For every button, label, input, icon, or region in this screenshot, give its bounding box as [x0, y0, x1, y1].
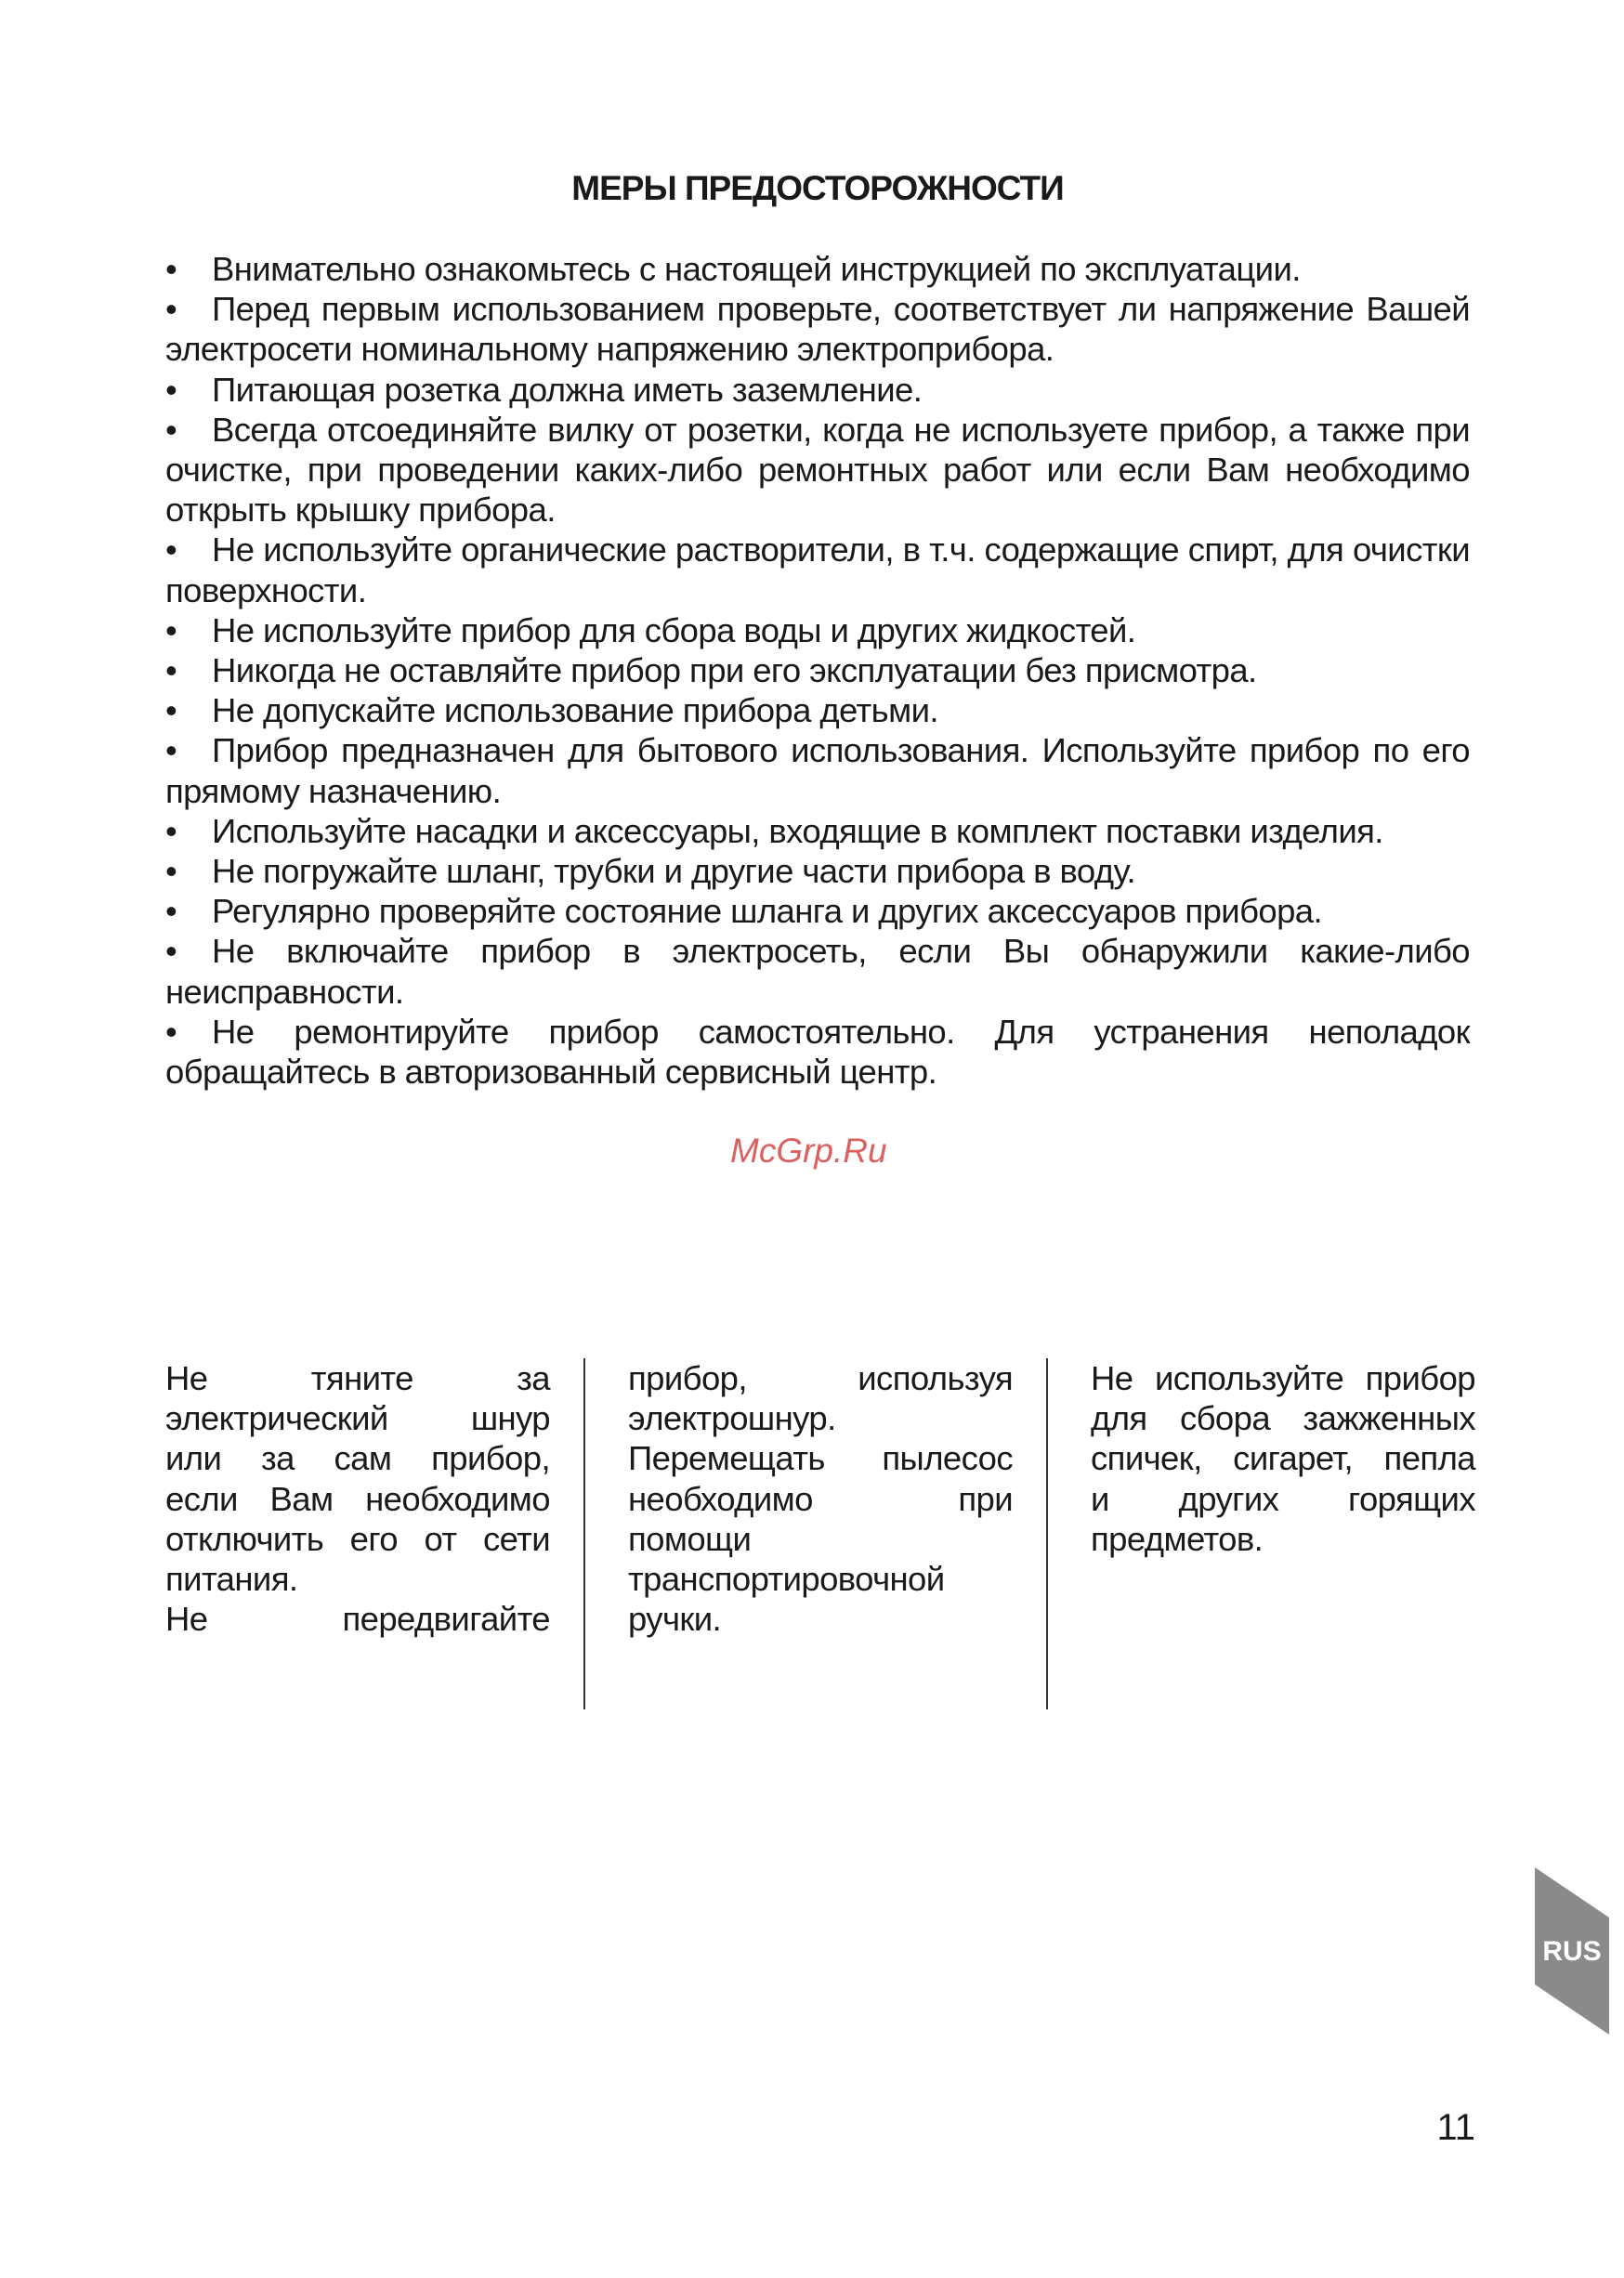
bullet-icon: •: [165, 250, 177, 288]
precautions-list: [165, 249, 1470, 1092]
bullet-icon: •: [165, 530, 177, 570]
bullet-icon: •: [165, 932, 177, 971]
list-item: • Не допускайте использование прибора детьми.: [165, 691, 938, 730]
column-line: транспортировочной: [628, 1560, 945, 1599]
column-divider: [1046, 1358, 1048, 1709]
watermark: McGrp.Ru: [730, 1132, 887, 1170]
column-line: питания.: [165, 1560, 298, 1599]
page-number: 11: [1436, 2107, 1475, 2148]
list-item: • Не используйте прибор для сбора воды и других жидкостей.: [165, 610, 1136, 649]
language-tab: [1535, 1867, 1609, 2035]
column-line: Не тяните за: [165, 1359, 550, 1397]
list-item: • Никогда не оставляйте прибор при его эксплуатации без присмотра.: [165, 651, 1257, 690]
column-line: помощи: [628, 1519, 752, 1558]
column-line: и других горящих: [1091, 1479, 1475, 1518]
column-line: Не используйте прибор: [1091, 1359, 1475, 1397]
list-item: • Не включайте прибор в электросеть, если Вы обнаружили какие-либо неисправности.: [165, 932, 1470, 1011]
list-item: • Регулярно проверяйте состояние шланга и других аксессуаров прибора.: [165, 892, 1323, 931]
warning-columns: [165, 1358, 1475, 1709]
column-line: прибор, используя: [628, 1359, 1013, 1397]
column-line: предметов.: [1091, 1519, 1264, 1558]
column-line: спичек, сигарет, пепла: [1091, 1439, 1475, 1478]
list-item: • Не используйте органические растворители, в т.ч. содержащие спирт, для очистки поверхности.: [165, 530, 1470, 609]
bullet-icon: •: [165, 370, 177, 409]
column-line: отключить его от сети: [165, 1519, 550, 1558]
list-item: • Прибор предназначен для бытового использования. Используйте прибор по его прямому назначению.: [165, 731, 1470, 810]
column-line: Перемещать пылесос: [628, 1439, 1013, 1478]
bullet-icon: •: [165, 811, 177, 850]
bullet-icon: •: [165, 892, 177, 931]
column-2: [628, 1358, 1013, 1639]
bullet-icon: •: [165, 651, 177, 690]
bullet-icon: •: [165, 290, 177, 329]
column-line: для сбора зажженных: [1091, 1399, 1475, 1438]
list-item: • Внимательно ознакомьтесь с настоящей инструкцией по эксплуатации.: [165, 250, 1301, 288]
list-item: • Перед первым использованием проверьте, соответствует ли напряжение Вашей электросети номинальному напряжению электроприбора.: [165, 290, 1470, 369]
language-label: RUS: [1542, 1936, 1602, 1967]
column-line: если Вам необходимо: [165, 1479, 550, 1518]
bullet-icon: •: [165, 691, 177, 730]
column-line: или за сам прибор,: [165, 1439, 550, 1478]
column-3: [1091, 1358, 1475, 1559]
column-line: необходимо при: [628, 1479, 1013, 1518]
column-1: [165, 1358, 550, 1639]
column-line: электрошнур.: [628, 1399, 836, 1438]
bullet-icon: •: [165, 852, 177, 891]
bullet-icon: •: [165, 410, 177, 449]
bullet-icon: •: [165, 610, 177, 649]
column-divider: [583, 1358, 585, 1709]
column-line: ручки.: [628, 1600, 722, 1639]
list-item: • Не погружайте шланг, трубки и другие части прибора в воду.: [165, 852, 1135, 891]
bullet-icon: •: [165, 731, 177, 770]
list-item: • Всегда отсоединяйте вилку от розетки, когда не используете прибор, а также при очистке, при проведении каких-либо ремонтных работ или если Вам необходимо открыть крышку прибора.: [165, 410, 1470, 530]
column-line: Не передвигайте: [165, 1600, 550, 1639]
page-title: МЕРЫ ПРЕДОСТОРОЖНОСТИ: [571, 169, 1064, 207]
column-line: электрический шнур: [165, 1399, 550, 1438]
list-item: • Питающая розетка должна иметь заземление.: [165, 370, 923, 409]
bullet-icon: •: [165, 1012, 177, 1051]
list-item: • Не ремонтируйте прибор самостоятельно. Для устранения неполадок обращайтесь в авторизованный сервисный центр.: [165, 1012, 1470, 1092]
list-item: • Используйте насадки и аксессуары, входящие в комплект поставки изделия.: [165, 811, 1383, 850]
